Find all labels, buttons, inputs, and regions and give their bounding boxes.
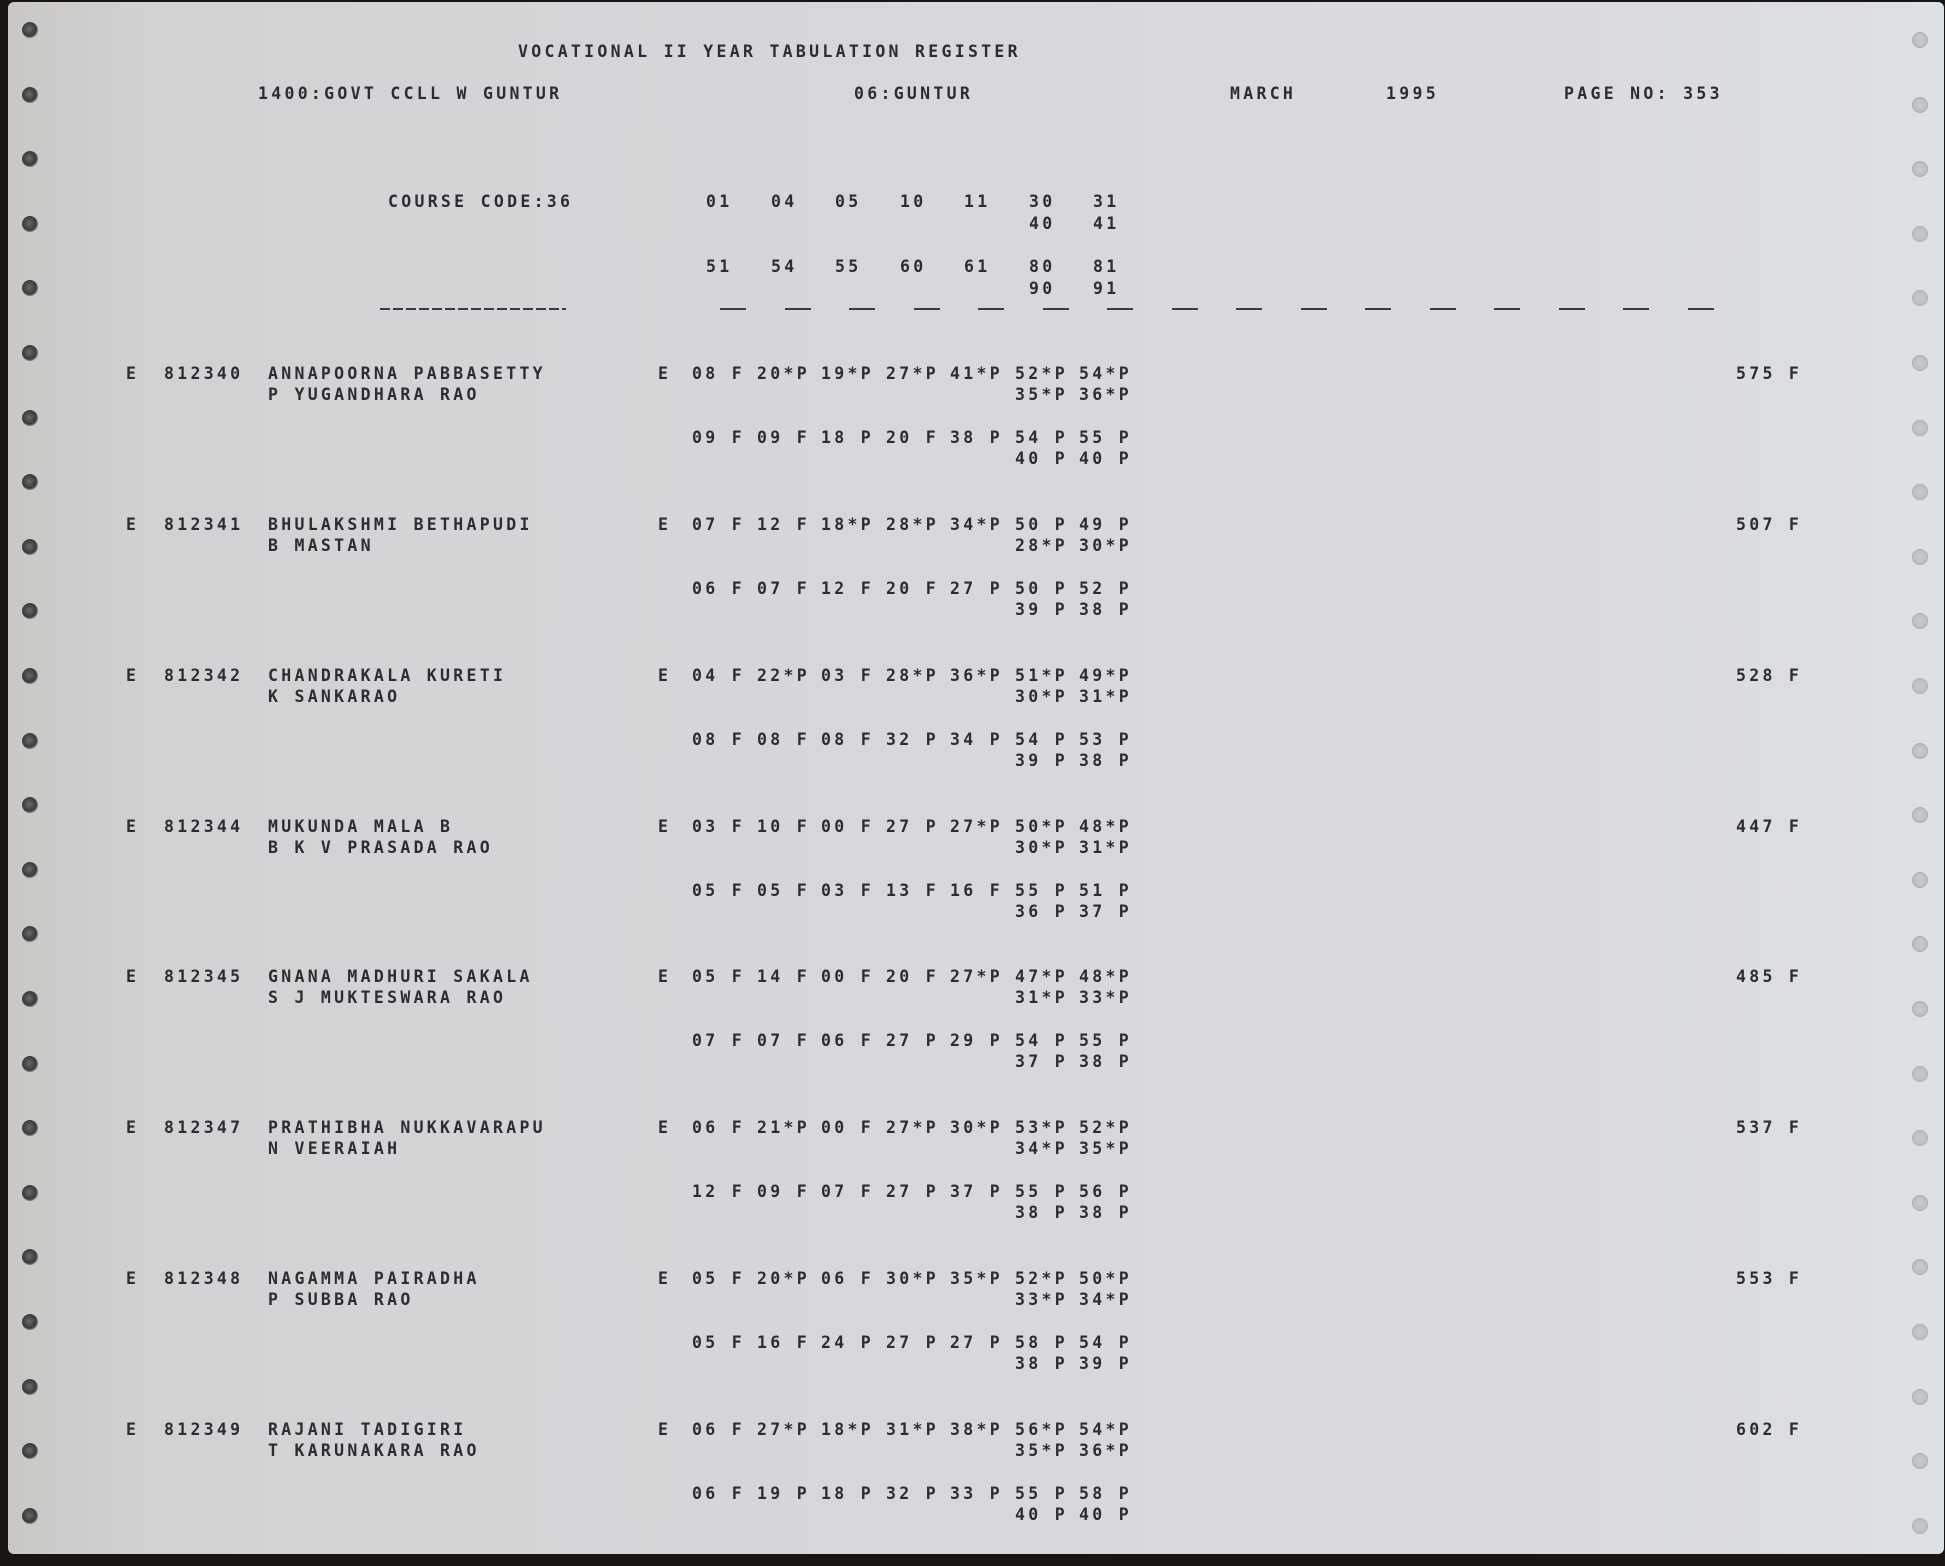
mark-cell: 58 P [1079, 1484, 1132, 1503]
student-name: ANNAPOORNA PABBASETTY [268, 364, 546, 383]
separator-dash [1172, 308, 1198, 310]
feed-hole [22, 1249, 38, 1265]
mark-cell: 09 F [692, 428, 745, 447]
mark-cell: 06 F [692, 1420, 745, 1439]
mark-cell: 40 P [1079, 1505, 1132, 1524]
mark-cell: 20 F [886, 428, 939, 447]
mark-cell: 07 F [757, 579, 810, 598]
record-flag: E [126, 364, 140, 383]
parent-name: P YUGANDHARA RAO [268, 385, 480, 404]
record-flag: E [126, 1420, 140, 1439]
total-result: 447 F [1736, 817, 1803, 836]
total-result: 602 F [1736, 1420, 1803, 1439]
feed-hole [22, 668, 38, 684]
record-flag: E [126, 1118, 140, 1137]
separator-dash [849, 308, 875, 310]
exam-year: 1995 [1386, 84, 1439, 103]
subject-code: 31 [1093, 192, 1120, 211]
feed-hole [22, 926, 38, 942]
student-name: PRATHIBHA NUKKAVARAPU [268, 1118, 546, 1137]
mark-cell: 08 F [692, 730, 745, 749]
record-flag: E [126, 1269, 140, 1288]
subject-code: 81 [1093, 257, 1120, 276]
feed-hole [22, 87, 38, 103]
mark-cell: 40 P [1079, 449, 1132, 468]
mark-cell: 54 P [1015, 730, 1068, 749]
mark-cell: 55 P [1015, 1182, 1068, 1201]
feed-hole [22, 1379, 38, 1395]
mark-cell: 27*P [950, 817, 1003, 836]
subject-code: 11 [964, 192, 991, 211]
feed-hole [1912, 1453, 1928, 1469]
mark-cell: 55 P [1079, 428, 1132, 447]
parent-name: T KARUNAKARA RAO [268, 1441, 480, 1460]
mark-cell: 06 F [821, 1269, 874, 1288]
roll-number: 812349 [164, 1420, 244, 1439]
mark-cell: 22*P [757, 666, 810, 685]
feed-hole [1912, 1389, 1928, 1405]
mark-cell: 30*P [950, 1118, 1003, 1137]
feed-hole [22, 410, 38, 426]
mark-cell: 27*P [886, 1118, 939, 1137]
record-type: E [658, 1420, 672, 1439]
mark-cell: 51 P [1079, 881, 1132, 900]
feed-hole [1912, 807, 1928, 823]
student-name: RAJANI TADIGIRI [268, 1420, 467, 1439]
mark-cell: 54 P [1015, 428, 1068, 447]
mark-cell: 37 P [1015, 1052, 1068, 1071]
separator-dash [1236, 308, 1262, 310]
mark-cell: 00 F [821, 817, 874, 836]
record-flag: E [126, 515, 140, 534]
mark-cell: 38 P [1015, 1203, 1068, 1222]
separator-dash [1494, 308, 1520, 310]
mark-cell: 19 P [757, 1484, 810, 1503]
feed-hole [1912, 936, 1928, 952]
roll-number: 812348 [164, 1269, 244, 1288]
mark-cell: 40 P [1015, 449, 1068, 468]
mark-cell: 06 F [821, 1031, 874, 1050]
mark-cell: 52*P [1015, 364, 1068, 383]
mark-cell: 20 F [886, 579, 939, 598]
mark-cell: 54 P [1079, 1333, 1132, 1352]
mark-cell: 33*P [1079, 988, 1132, 1007]
mark-cell: 07 F [692, 515, 745, 534]
mark-cell: 18*P [821, 1420, 874, 1439]
mark-cell: 32 P [886, 1484, 939, 1503]
mark-cell: 16 F [950, 881, 1003, 900]
subject-code: 41 [1093, 214, 1120, 233]
parent-name: P SUBBA RAO [268, 1290, 414, 1309]
feed-hole [1912, 420, 1928, 436]
feed-hole [22, 151, 38, 167]
feed-hole [22, 474, 38, 490]
feed-hole [22, 1508, 38, 1524]
student-name: BHULAKSHMI BETHAPUDI [268, 515, 533, 534]
mark-cell: 30*P [886, 1269, 939, 1288]
mark-cell: 27*P [757, 1420, 810, 1439]
mark-cell: 05 F [757, 881, 810, 900]
total-result: 507 F [1736, 515, 1803, 534]
mark-cell: 49 P [1079, 515, 1132, 534]
mark-cell: 13 F [886, 881, 939, 900]
feed-hole [22, 216, 38, 232]
mark-cell: 38 P [1079, 751, 1132, 770]
mark-cell: 31*P [886, 1420, 939, 1439]
district-name: 06:GUNTUR [854, 84, 974, 103]
total-result: 537 F [1736, 1118, 1803, 1137]
mark-cell: 38 P [950, 428, 1003, 447]
mark-cell: 55 P [1015, 881, 1068, 900]
roll-number: 812342 [164, 666, 244, 685]
mark-cell: 09 F [757, 1182, 810, 1201]
mark-cell: 38 P [1079, 1203, 1132, 1222]
mark-cell: 31*P [1079, 687, 1132, 706]
mark-cell: 50 P [1015, 515, 1068, 534]
mark-cell: 04 F [692, 666, 745, 685]
parent-name: B MASTAN [268, 536, 374, 555]
feed-hole [22, 280, 38, 296]
separator-dash [1365, 308, 1391, 310]
mark-cell: 51*P [1015, 666, 1068, 685]
feed-hole [1912, 226, 1928, 242]
mark-cell: 53*P [1015, 1118, 1068, 1137]
mark-cell: 27 P [950, 579, 1003, 598]
subject-code: 91 [1093, 279, 1120, 298]
subject-code: 90 [1029, 279, 1056, 298]
mark-cell: 00 F [821, 967, 874, 986]
mark-cell: 07 F [692, 1031, 745, 1050]
mark-cell: 37 P [950, 1182, 1003, 1201]
mark-cell: 55 P [1015, 1484, 1068, 1503]
record-type: E [658, 1269, 672, 1288]
record-type: E [658, 515, 672, 534]
mark-cell: 05 F [692, 1269, 745, 1288]
feed-hole [22, 797, 38, 813]
parent-name: N VEERAIAH [268, 1139, 401, 1158]
mark-cell: 34*P [1015, 1139, 1068, 1158]
feed-hole [1912, 355, 1928, 371]
separator-dash [785, 308, 811, 310]
mark-cell: 36 P [1015, 902, 1068, 921]
mark-cell: 03 F [692, 817, 745, 836]
mark-cell: 52*P [1015, 1269, 1068, 1288]
mark-cell: 05 F [692, 881, 745, 900]
record-type: E [658, 666, 672, 685]
feed-hole [1912, 678, 1928, 694]
feed-hole [1912, 97, 1928, 113]
mark-cell: 47*P [1015, 967, 1068, 986]
subject-code: 10 [900, 192, 927, 211]
feed-hole [1912, 1066, 1928, 1082]
feed-hole [1912, 613, 1928, 629]
mark-cell: 24 P [821, 1333, 874, 1352]
feed-hole [1912, 549, 1928, 565]
mark-cell: 55 P [1079, 1031, 1132, 1050]
mark-cell: 33*P [1015, 1290, 1068, 1309]
mark-cell: 35*P [1015, 385, 1068, 404]
mark-cell: 35*P [950, 1269, 1003, 1288]
feed-hole [22, 539, 38, 555]
feed-hole [1912, 1195, 1928, 1211]
feed-hole [1912, 1130, 1928, 1146]
mark-cell: 38 P [1079, 600, 1132, 619]
mark-cell: 34 P [950, 730, 1003, 749]
mark-cell: 54*P [1079, 1420, 1132, 1439]
roll-number: 812340 [164, 364, 244, 383]
record-type: E [658, 364, 672, 383]
parent-name: K SANKARAO [268, 687, 401, 706]
mark-cell: 12 F [692, 1182, 745, 1201]
feed-hole [22, 1185, 38, 1201]
feed-hole [1912, 1518, 1928, 1534]
mark-cell: 31*P [1015, 988, 1068, 1007]
tractor-feed-holes-left [16, 2, 46, 1554]
mark-cell: 03 F [821, 881, 874, 900]
mark-cell: 53 P [1079, 730, 1132, 749]
separator-dash [1107, 308, 1133, 310]
separator-dash [1301, 308, 1327, 310]
mark-cell: 36*P [1079, 385, 1132, 404]
mark-cell: 37 P [1079, 902, 1132, 921]
separator-long [380, 308, 566, 310]
separator-dash [1430, 308, 1456, 310]
mark-cell: 31*P [1079, 838, 1132, 857]
course-code-label: COURSE CODE:36 [388, 192, 574, 211]
mark-cell: 18 P [821, 428, 874, 447]
mark-cell: 27*P [886, 364, 939, 383]
mark-cell: 00 F [821, 1118, 874, 1137]
subject-code: 05 [835, 192, 862, 211]
tabulation-sheet [8, 2, 1944, 1554]
total-result: 553 F [1736, 1269, 1803, 1288]
student-name: MUKUNDA MALA B [268, 817, 454, 836]
mark-cell: 08 F [821, 730, 874, 749]
record-flag: E [126, 967, 140, 986]
separator-dash [1043, 308, 1069, 310]
mark-cell: 28*P [1015, 536, 1068, 555]
mark-cell: 06 F [692, 1118, 745, 1137]
mark-cell: 41*P [950, 364, 1003, 383]
mark-cell: 06 F [692, 579, 745, 598]
mark-cell: 19*P [821, 364, 874, 383]
college-name: 1400:GOVT CCLL W GUNTUR [258, 84, 563, 103]
mark-cell: 30*P [1015, 838, 1068, 857]
feed-hole [1912, 484, 1928, 500]
tractor-feed-holes-right [1906, 2, 1936, 1554]
mark-cell: 27 P [886, 1031, 939, 1050]
record-type: E [658, 817, 672, 836]
mark-cell: 06 F [692, 1484, 745, 1503]
total-result: 528 F [1736, 666, 1803, 685]
subject-code: 01 [706, 192, 733, 211]
mark-cell: 54 P [1015, 1031, 1068, 1050]
exam-month: MARCH [1230, 84, 1297, 103]
mark-cell: 08 F [757, 730, 810, 749]
feed-hole [22, 1120, 38, 1136]
mark-cell: 28*P [886, 666, 939, 685]
separator-dash [720, 308, 746, 310]
mark-cell: 28*P [886, 515, 939, 534]
mark-cell: 05 F [692, 967, 745, 986]
mark-cell: 16 F [757, 1333, 810, 1352]
roll-number: 812344 [164, 817, 244, 836]
subject-code: 80 [1029, 257, 1056, 276]
subject-code: 61 [964, 257, 991, 276]
mark-cell: 32 P [886, 730, 939, 749]
mark-cell: 48*P [1079, 967, 1132, 986]
mark-cell: 27 P [886, 817, 939, 836]
mark-cell: 18*P [821, 515, 874, 534]
subject-code: 04 [771, 192, 798, 211]
separator-dash [1623, 308, 1649, 310]
page-number: PAGE NO: 353 [1564, 84, 1723, 103]
mark-cell: 27 P [886, 1333, 939, 1352]
record-flag: E [126, 817, 140, 836]
parent-name: B K V PRASADA RAO [268, 838, 493, 857]
mark-cell: 03 F [821, 666, 874, 685]
mark-cell: 30*P [1015, 687, 1068, 706]
mark-cell: 39 P [1015, 751, 1068, 770]
feed-hole [22, 991, 38, 1007]
mark-cell: 21*P [757, 1118, 810, 1137]
mark-cell: 39 P [1015, 600, 1068, 619]
mark-cell: 39 P [1079, 1354, 1132, 1373]
mark-cell: 27 P [950, 1333, 1003, 1352]
subject-code: 60 [900, 257, 927, 276]
mark-cell: 35*P [1015, 1441, 1068, 1460]
roll-number: 812345 [164, 967, 244, 986]
roll-number: 812347 [164, 1118, 244, 1137]
separator-dashes [8, 298, 1944, 318]
mark-cell: 29 P [950, 1031, 1003, 1050]
mark-cell: 49*P [1079, 666, 1132, 685]
feed-hole [22, 603, 38, 619]
feed-hole [1912, 1324, 1928, 1340]
mark-cell: 56 P [1079, 1182, 1132, 1201]
mark-cell: 27*P [950, 967, 1003, 986]
feed-hole [22, 733, 38, 749]
mark-cell: 40 P [1015, 1505, 1068, 1524]
record-flag: E [126, 666, 140, 685]
mark-cell: 52*P [1079, 1118, 1132, 1137]
feed-hole [1912, 1259, 1928, 1275]
separator-dash [1688, 308, 1714, 310]
register-title: VOCATIONAL II YEAR TABULATION REGISTER [518, 42, 1021, 61]
subject-code: 55 [835, 257, 862, 276]
record-type: E [658, 967, 672, 986]
mark-cell: 50*P [1079, 1269, 1132, 1288]
roll-number: 812341 [164, 515, 244, 534]
mark-cell: 35*P [1079, 1139, 1132, 1158]
student-name: NAGAMMA PAIRADHA [268, 1269, 480, 1288]
feed-hole [22, 1056, 38, 1072]
mark-cell: 10 F [757, 817, 810, 836]
mark-cell: 58 P [1015, 1333, 1068, 1352]
mark-cell: 52 P [1079, 579, 1132, 598]
separator-dash [1559, 308, 1585, 310]
mark-cell: 36*P [950, 666, 1003, 685]
subject-code: 40 [1029, 214, 1056, 233]
feed-hole [22, 1443, 38, 1459]
subject-code: 30 [1029, 192, 1056, 211]
mark-cell: 33 P [950, 1484, 1003, 1503]
subject-code: 54 [771, 257, 798, 276]
feed-hole [1912, 1001, 1928, 1017]
mark-cell: 18 P [821, 1484, 874, 1503]
feed-hole [22, 862, 38, 878]
mark-cell: 38 P [1079, 1052, 1132, 1071]
total-result: 575 F [1736, 364, 1803, 383]
mark-cell: 38*P [950, 1420, 1003, 1439]
mark-cell: 34*P [1079, 1290, 1132, 1309]
subject-code: 51 [706, 257, 733, 276]
mark-cell: 50 P [1015, 579, 1068, 598]
mark-cell: 38 P [1015, 1354, 1068, 1373]
mark-cell: 50*P [1015, 817, 1068, 836]
mark-cell: 30*P [1079, 536, 1132, 555]
mark-cell: 34*P [950, 515, 1003, 534]
feed-hole [22, 1314, 38, 1330]
mark-cell: 20*P [757, 364, 810, 383]
separator-dash [914, 308, 940, 310]
student-name: CHANDRAKALA KURETI [268, 666, 507, 685]
separator-dash [978, 308, 1004, 310]
feed-hole [1912, 161, 1928, 177]
mark-cell: 12 F [821, 579, 874, 598]
mark-cell: 36*P [1079, 1441, 1132, 1460]
feed-hole [1912, 872, 1928, 888]
mark-cell: 08 F [692, 364, 745, 383]
student-name: GNANA MADHURI SAKALA [268, 967, 533, 986]
record-type: E [658, 1118, 672, 1137]
mark-cell: 20 F [886, 967, 939, 986]
feed-hole [1912, 32, 1928, 48]
mark-cell: 14 F [757, 967, 810, 986]
mark-cell: 07 F [757, 1031, 810, 1050]
parent-name: S J MUKTESWARA RAO [268, 988, 507, 1007]
total-result: 485 F [1736, 967, 1803, 986]
feed-hole [1912, 743, 1928, 759]
mark-cell: 48*P [1079, 817, 1132, 836]
mark-cell: 56*P [1015, 1420, 1068, 1439]
mark-cell: 54*P [1079, 364, 1132, 383]
mark-cell: 12 F [757, 515, 810, 534]
mark-cell: 27 P [886, 1182, 939, 1201]
mark-cell: 09 F [757, 428, 810, 447]
feed-hole [22, 345, 38, 361]
mark-cell: 05 F [692, 1333, 745, 1352]
mark-cell: 07 F [821, 1182, 874, 1201]
mark-cell: 20*P [757, 1269, 810, 1288]
feed-hole [22, 22, 38, 38]
